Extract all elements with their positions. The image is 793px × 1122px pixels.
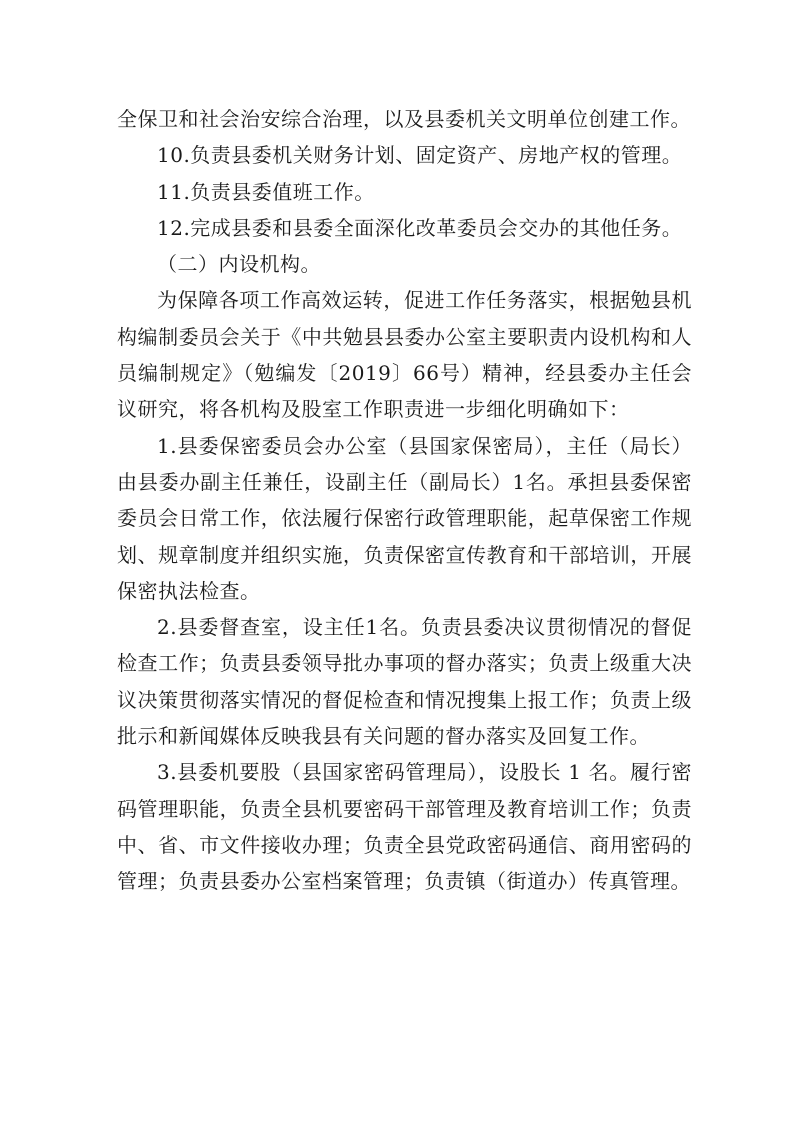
org-item-1: 1.县委保密委员会办公室（县国家保密局），主任（局长）由县委办副主任兼任，设副主任（副局长）1名。承担县委保密委员会日常工作，依法履行保密行政管理职能，起草保密工作规划、规章制度并组织实施，负责保密宣传教育和干部培训，开展保密执法检查。 [117, 433, 692, 603]
paragraph-continuation: 全保卫和社会治安综合治理，以及县委机关文明单位创建工作。 [117, 107, 691, 131]
org-item-2: 2.县委督查室，设主任1名。负责县委决议贯彻情况的督促检查工作；负责县委领导批办事项的督办落实；负责上级重大决议决策贯彻落实情况的督促检查和情况搜集上报工作；负责上级批示和新闻媒体反映我县有关问题的督办落实及回复工作。 [117, 615, 692, 749]
section-heading: （二）内设机构。 [157, 252, 321, 277]
document-body [117, 101, 692, 900]
list-item-10: 10.负责县委机关财务计划、固定资产、房地产权的管理。 [157, 143, 683, 168]
list-item-12: 12.完成县委和县委全面深化改革委员会交办的其他任务。 [157, 215, 683, 240]
intro-paragraph: 为保障各项工作高效运转，促进工作任务落实，根据勉县机构编制委员会关于《中共勉县县委办公室主要职责内设机构和人员编制规定》（勉编发〔2019〕66号）精神，经县委办主任会议研究，将各机构及股室工作职责进一步细化明确如下： [117, 288, 692, 422]
list-item-11: 11.负责县委值班工作。 [157, 179, 375, 204]
org-item-3: 3.县委机要股（县国家密码管理局），设股长 1 名。履行密码管理职能，负责全县机要密码干部管理及教育培训工作；负责中、省、市文件接收办理；负责全县党政密码通信、商用密码的管理；负责县委办公室档案管理；负责镇（街道办）传真管理。 [117, 760, 692, 894]
